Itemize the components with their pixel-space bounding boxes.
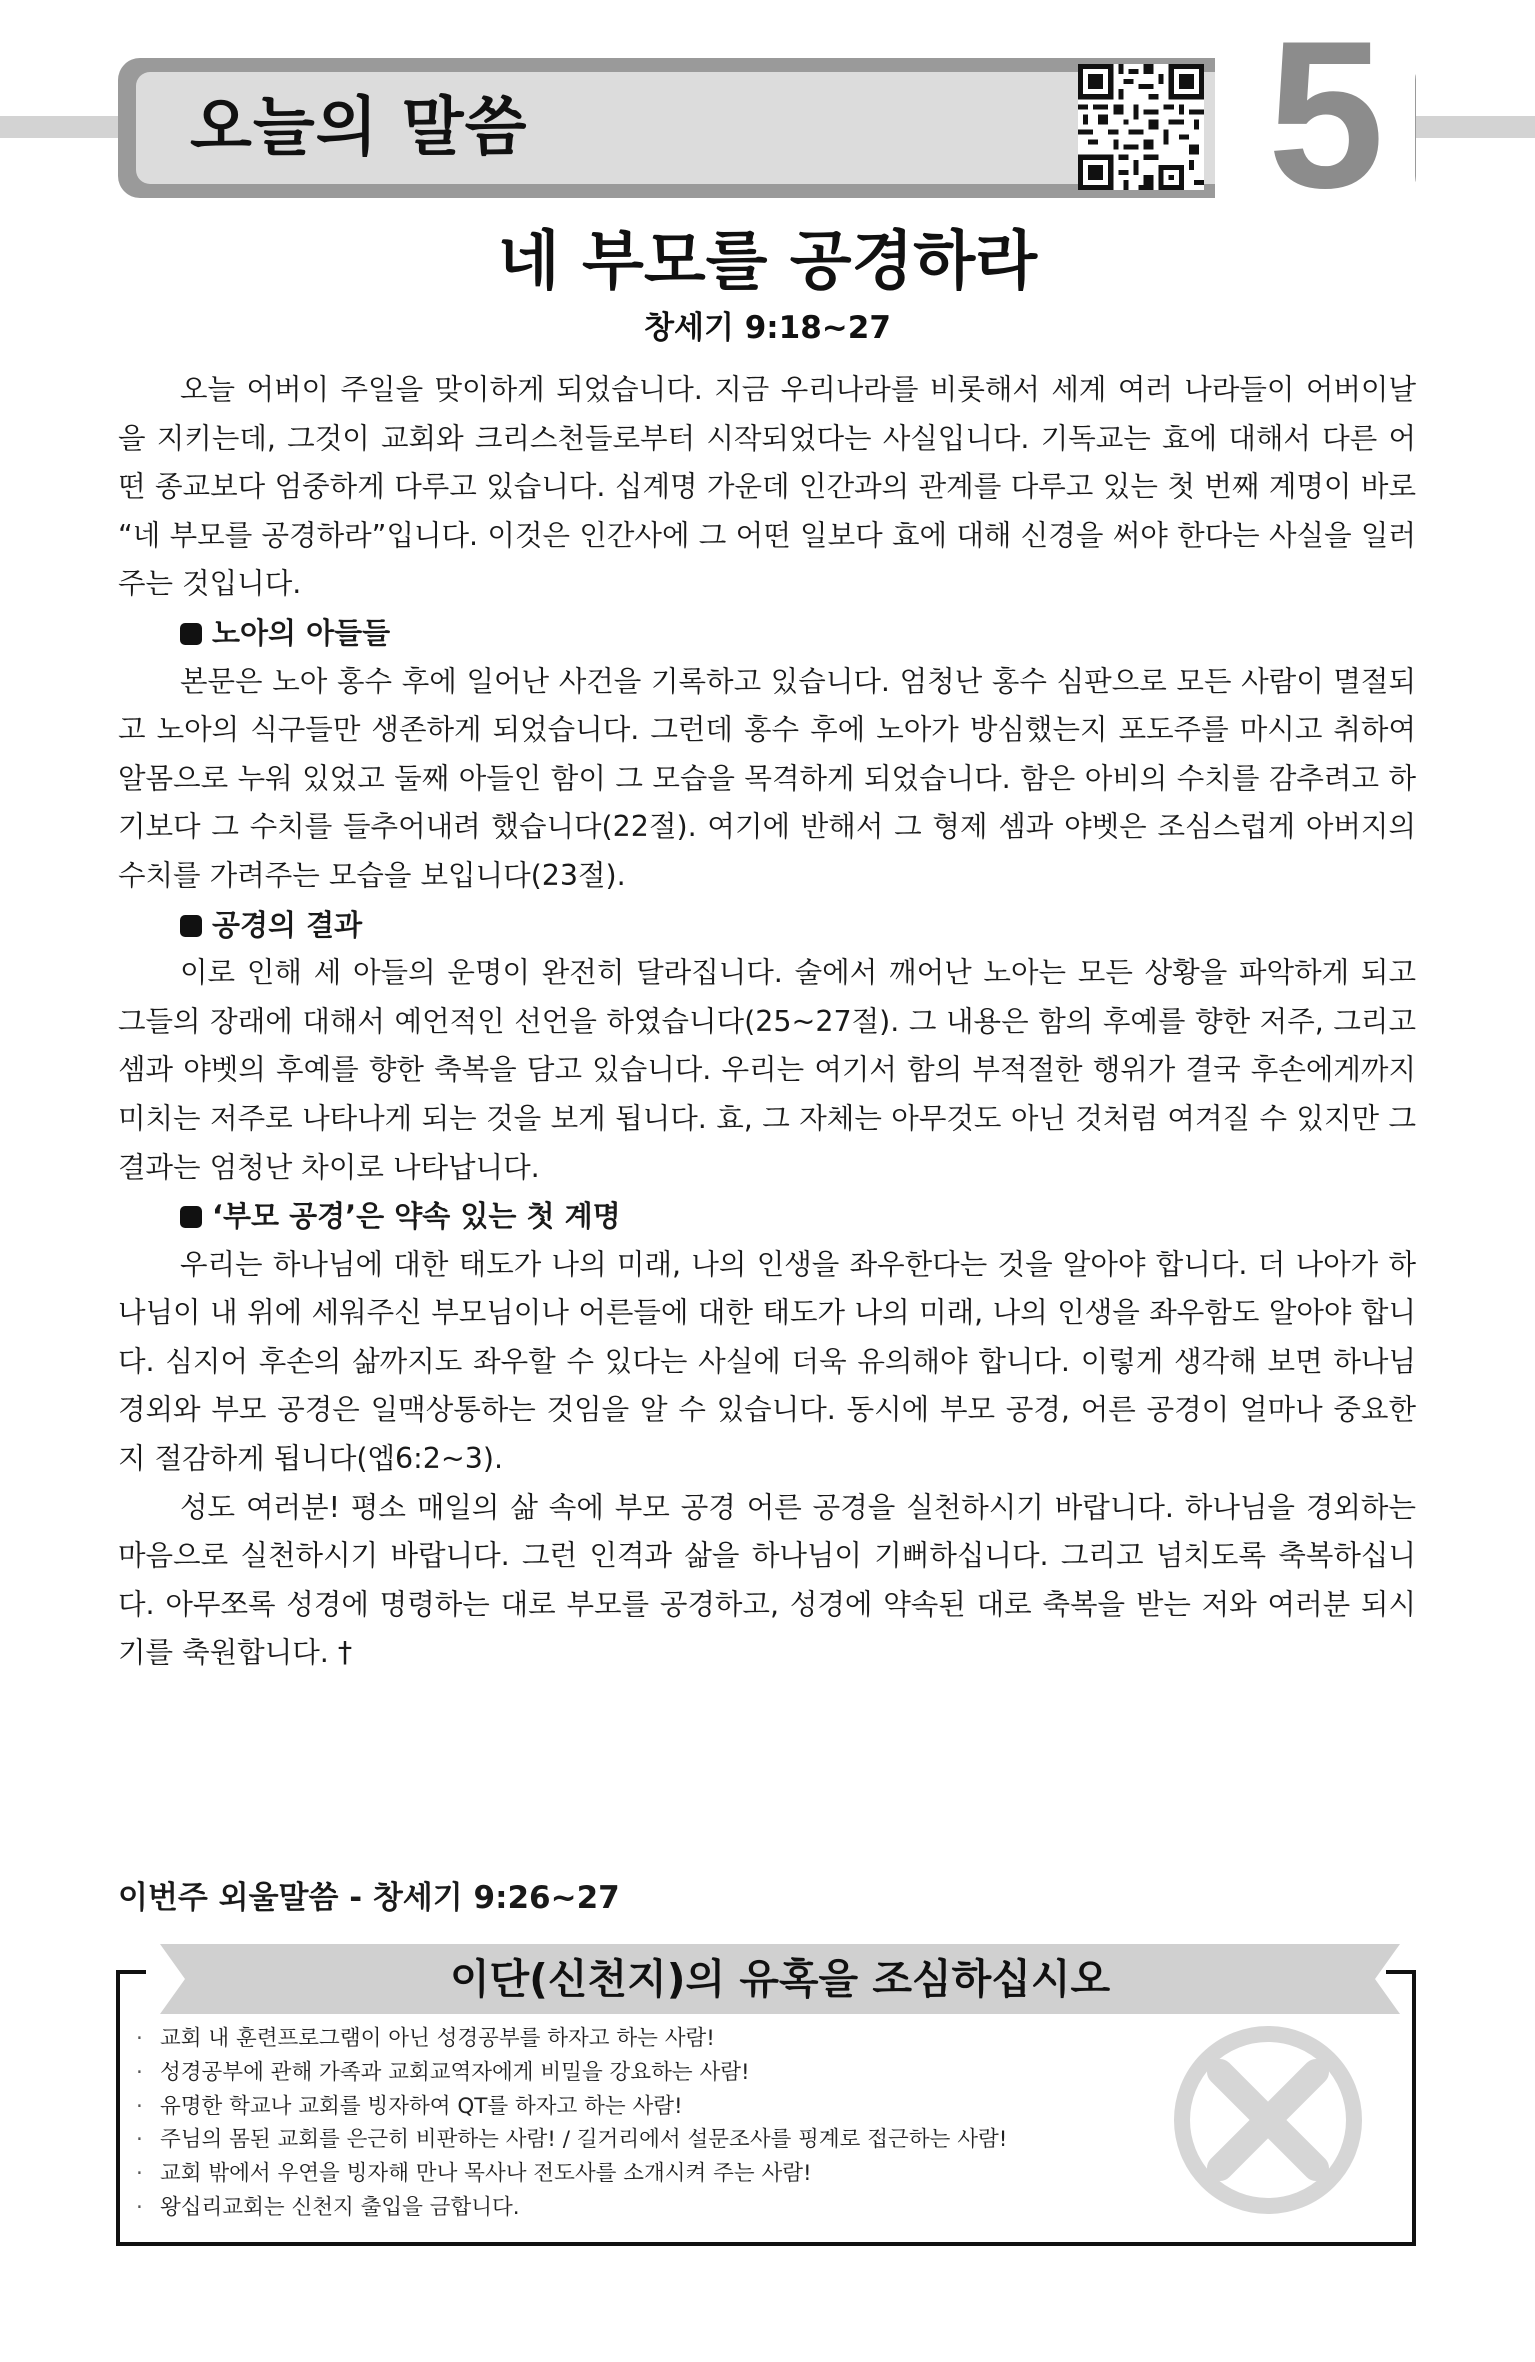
- warning-title: 이단(신천지)의 유혹을 조심하십시오: [449, 1955, 1111, 2003]
- section-heading: 노아의 아들들: [118, 609, 1416, 658]
- square-bullet-icon: [180, 623, 202, 645]
- paragraph: 성도 여러분! 평소 매일의 삶 속에 부모 공경 어른 공경을 실천하시기 바랍니다. 하나님을 경외하는 마음으로 실천하시기 바랍니다. 그런 인격과 삶을 하나님이 기뻐하십니다. 그리고 넘치도록 축복하십니다. 아무쪼록 성경에 명령하는 대로 부모를 공경하고, 성경에 약속된 대로 축복을 받는 저와 여러분 되시기를 축원합니다. †: [118, 1490, 1416, 1670]
- list-item: · 주님의 몸된 교회를 은근히 비판하는 사람! / 길거리에서 설문조사를 핑계로 접근하는 사람!: [130, 2123, 1170, 2157]
- list-item: · 성경공부에 관해 가족과 교회교역자에게 비밀을 강요하는 사람!: [130, 2056, 1170, 2090]
- x-circle-icon: [1168, 2020, 1368, 2220]
- list-item: · 교회 밖에서 우연을 빙자해 만나 목사나 전도사를 소개시켜 주는 사람!: [130, 2157, 1170, 2191]
- list-item: · 유명한 학교나 교회를 빙자하여 QT를 하자고 하는 사람!: [130, 2090, 1170, 2124]
- sermon-title: 네 부모를 공경하라: [497, 225, 1038, 299]
- page-number: 5: [1267, 0, 1385, 232]
- paragraph: 이로 인해 세 아들의 운명이 완전히 달라집니다. 술에서 깨어난 노아는 모든 상황을 파악하게 되고 그들의 장래에 대해서 예언적인 선언을 하였습니다(25~27절). 그 내용은 함의 후예를 향한 저주, 그리고 셈과 야벳의 후예를 향한 축복을 담고 있습니다. 우리는 여기서 함의 부적절한 행위가 결국 후손에게까지 미치는 저주로 나타나게 되는 것을 보게 됩니다. 효, 그 자체는 아무것도 아닌 것처럼 여겨질 수 있지만 그 결과는 엄청난 차이로 나타납니다.: [118, 956, 1416, 1184]
- sermon-body: [118, 366, 1416, 1678]
- section-heading: 공경의 결과: [118, 901, 1416, 950]
- list-item: · 왕십리교회는 신천지 출입을 금합니다.: [130, 2191, 1170, 2225]
- square-bullet-icon: [180, 915, 202, 937]
- square-bullet-icon: [180, 1206, 202, 1228]
- qr-code-icon[interactable]: [1078, 64, 1204, 190]
- list-item: · 교회 내 훈련프로그램이 아닌 성경공부를 하자고 하는 사람!: [130, 2022, 1170, 2056]
- warning-box-corner: [116, 1970, 146, 1974]
- section-heading: ‘부모 공경’은 약속 있는 첫 계명: [118, 1192, 1416, 1241]
- intro-paragraph: 오늘 어버이 주일을 맞이하게 되었습니다. 지금 우리나라를 비롯해서 세계 여러 나라들이 어버이날을 지키는데, 그것이 교회와 크리스천들로부터 시작되었다는 사실입니다. 기독교는 효에 대해서 다른 어떤 종교보다 엄중하게 다루고 있습니다. 십계명 가운데 인간과의 관계를 다루고 있는 첫 번째 계명이 바로 “네 부모를 공경하라”입니다. 이것은 인간사에 그 어떤 일보다 효에 대해 신경을 써야 한다는 사실을 일러주는 것입니다.: [118, 373, 1416, 601]
- scripture-reference: 창세기 9:18~27: [644, 310, 891, 346]
- warning-list: [130, 2022, 1170, 2225]
- section-title: 오늘의 말씀: [190, 91, 528, 165]
- memory-verse: 이번주 외울말씀 - 창세기 9:26~27: [118, 1880, 620, 1916]
- paragraph: 우리는 하나님에 대한 태도가 나의 미래, 나의 인생을 좌우한다는 것을 알아야 합니다. 더 나아가 하나님이 내 위에 세워주신 부모님이나 어른들에 대한 태도가 나의 미래, 나의 인생을 좌우함도 알아야 합니다. 심지어 후손의 삶까지도 좌우할 수 있다는 사실에 더욱 유의해야 합니다. 이렇게 생각해 보면 하나님 경외와 부모 공경은 일맥상통하는 것임을 알 수 있습니다. 동시에 부모 공경, 어른 공경이 얼마나 중요한지 절감하게 됩니다(엡6:2~3).: [118, 1247, 1416, 1476]
- paragraph: 본문은 노아 홍수 후에 일어난 사건을 기록하고 있습니다. 엄청난 홍수 심판으로 모든 사람이 멸절되고 노아의 식구들만 생존하게 되었습니다. 그런데 홍수 후에 노아가 방심했는지 포도주를 마시고 취하여 알몸으로 누워 있었고 둘째 아들인 함이 그 모습을 목격하게 되었습니다. 함은 아비의 수치를 감추려고 하기보다 그 수치를 들추어내려 했습니다(22절). 여기에 반해서 그 형제 셈과 야벳은 조심스럽게 아버지의 수치를 가려주는 모습을 보입니다(23절).: [118, 664, 1416, 892]
